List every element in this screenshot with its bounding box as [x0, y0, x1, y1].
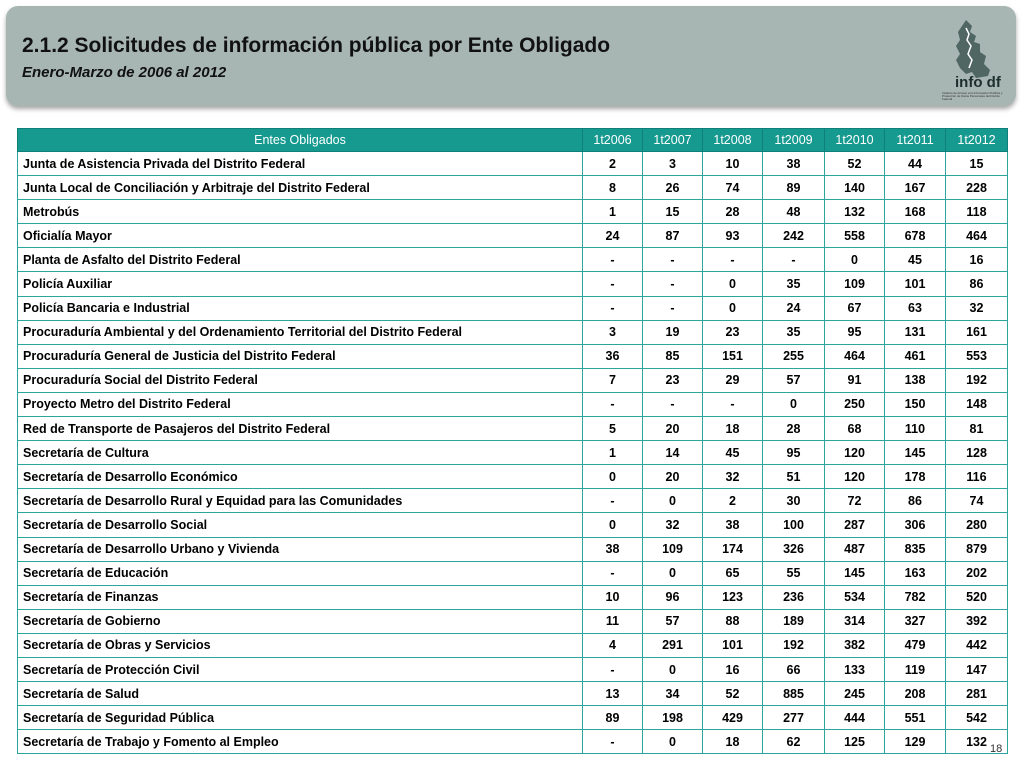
value-cell: 16 — [946, 248, 1008, 272]
value-cell: 228 — [946, 176, 1008, 200]
column-header: 1t2007 — [643, 129, 703, 152]
value-cell: 314 — [825, 609, 885, 633]
value-cell: 125 — [825, 730, 885, 754]
entity-name-cell: Red de Transporte de Pasajeros del Distrito Federal — [18, 417, 583, 441]
value-cell: 51 — [763, 465, 825, 489]
table-row — [18, 537, 1008, 561]
entity-name-cell: Secretaría de Cultura — [18, 441, 583, 465]
value-cell: 291 — [643, 633, 703, 657]
value-cell: 38 — [703, 513, 763, 537]
value-cell: 327 — [885, 609, 946, 633]
value-cell: 89 — [583, 706, 643, 730]
value-cell: 68 — [825, 417, 885, 441]
value-cell: 133 — [825, 657, 885, 681]
table-row — [18, 248, 1008, 272]
value-cell: 8 — [583, 176, 643, 200]
table-row — [18, 489, 1008, 513]
value-cell: 678 — [885, 224, 946, 248]
table-row — [18, 730, 1008, 754]
value-cell: 1 — [583, 200, 643, 224]
entity-name-cell: Policía Bancaria e Industrial — [18, 296, 583, 320]
value-cell: 101 — [703, 633, 763, 657]
table-row — [18, 368, 1008, 392]
value-cell: - — [703, 248, 763, 272]
value-cell: 34 — [643, 682, 703, 706]
value-cell: 89 — [763, 176, 825, 200]
value-cell: 120 — [825, 441, 885, 465]
value-cell: - — [583, 730, 643, 754]
value-cell: 38 — [763, 152, 825, 176]
value-cell: 242 — [763, 224, 825, 248]
entity-name-cell: Procuraduría Social del Distrito Federal — [18, 368, 583, 392]
entity-name-cell: Secretaría de Gobierno — [18, 609, 583, 633]
value-cell: 198 — [643, 706, 703, 730]
value-cell: 74 — [703, 176, 763, 200]
value-cell: 487 — [825, 537, 885, 561]
value-cell: 885 — [763, 682, 825, 706]
logo-subtext: Instituto de Acceso a la Información Pública y Protección de Datos Personales del Distrito Federal — [942, 91, 1003, 101]
value-cell: - — [643, 296, 703, 320]
value-cell: 189 — [763, 609, 825, 633]
table-row — [18, 392, 1008, 416]
value-cell: 553 — [946, 344, 1008, 368]
value-cell: 551 — [885, 706, 946, 730]
column-header: 1t2011 — [885, 129, 946, 152]
value-cell: - — [583, 561, 643, 585]
requests-table — [17, 128, 1008, 754]
value-cell: 109 — [643, 537, 703, 561]
entity-name-cell: Secretaría de Obras y Servicios — [18, 633, 583, 657]
value-cell: 52 — [703, 682, 763, 706]
value-cell: 326 — [763, 537, 825, 561]
value-cell: 87 — [643, 224, 703, 248]
entity-name-cell: Policía Auxiliar — [18, 272, 583, 296]
value-cell: 26 — [643, 176, 703, 200]
value-cell: 20 — [643, 417, 703, 441]
entity-name-cell: Procuraduría General de Justicia del Distrito Federal — [18, 344, 583, 368]
column-header: 1t2010 — [825, 129, 885, 152]
value-cell: 444 — [825, 706, 885, 730]
value-cell: 132 — [825, 200, 885, 224]
value-cell: 118 — [946, 200, 1008, 224]
value-cell: 65 — [703, 561, 763, 585]
value-cell: 23 — [703, 320, 763, 344]
value-cell: 0 — [583, 513, 643, 537]
table-row — [18, 513, 1008, 537]
value-cell: 0 — [703, 296, 763, 320]
value-cell: 392 — [946, 609, 1008, 633]
value-cell: 119 — [885, 657, 946, 681]
table-row — [18, 561, 1008, 585]
value-cell: 74 — [946, 489, 1008, 513]
value-cell: - — [643, 392, 703, 416]
entity-name-cell: Junta de Asistencia Privada del Distrito Federal — [18, 152, 583, 176]
table-row — [18, 152, 1008, 176]
value-cell: 66 — [763, 657, 825, 681]
column-header: Entes Obligados — [18, 129, 583, 152]
entity-name-cell: Secretaría de Desarrollo Económico — [18, 465, 583, 489]
value-cell: 0 — [643, 489, 703, 513]
value-cell: 479 — [885, 633, 946, 657]
value-cell: 178 — [885, 465, 946, 489]
value-cell: 18 — [703, 730, 763, 754]
value-cell: 782 — [885, 585, 946, 609]
value-cell: 45 — [703, 441, 763, 465]
value-cell: 116 — [946, 465, 1008, 489]
column-header: 1t2009 — [763, 129, 825, 152]
value-cell: 38 — [583, 537, 643, 561]
value-cell: 464 — [825, 344, 885, 368]
value-cell: 129 — [885, 730, 946, 754]
table-row — [18, 272, 1008, 296]
value-cell: - — [583, 392, 643, 416]
value-cell: 23 — [643, 368, 703, 392]
entity-name-cell: Metrobús — [18, 200, 583, 224]
value-cell: 145 — [885, 441, 946, 465]
value-cell: 18 — [703, 417, 763, 441]
value-cell: 138 — [885, 368, 946, 392]
entity-name-cell: Secretaría de Educación — [18, 561, 583, 585]
value-cell: 163 — [885, 561, 946, 585]
table-row — [18, 585, 1008, 609]
value-cell: 145 — [825, 561, 885, 585]
value-cell: 382 — [825, 633, 885, 657]
value-cell: 19 — [643, 320, 703, 344]
value-cell: - — [703, 392, 763, 416]
value-cell: 45 — [885, 248, 946, 272]
value-cell: 835 — [885, 537, 946, 561]
value-cell: 110 — [885, 417, 946, 441]
value-cell: 14 — [643, 441, 703, 465]
value-cell: 281 — [946, 682, 1008, 706]
value-cell: 0 — [643, 730, 703, 754]
value-cell: 558 — [825, 224, 885, 248]
value-cell: 123 — [703, 585, 763, 609]
value-cell: 0 — [643, 561, 703, 585]
value-cell: - — [583, 296, 643, 320]
entity-name-cell: Secretaría de Seguridad Pública — [18, 706, 583, 730]
value-cell: 202 — [946, 561, 1008, 585]
value-cell: 35 — [763, 320, 825, 344]
value-cell: - — [583, 657, 643, 681]
value-cell: 0 — [703, 272, 763, 296]
value-cell: - — [643, 248, 703, 272]
value-cell: 464 — [946, 224, 1008, 248]
value-cell: 534 — [825, 585, 885, 609]
value-cell: - — [583, 489, 643, 513]
value-cell: 140 — [825, 176, 885, 200]
value-cell: 250 — [825, 392, 885, 416]
value-cell: 520 — [946, 585, 1008, 609]
value-cell: 36 — [583, 344, 643, 368]
value-cell: 20 — [643, 465, 703, 489]
value-cell: 161 — [946, 320, 1008, 344]
value-cell: - — [643, 272, 703, 296]
entity-name-cell: Secretaría de Salud — [18, 682, 583, 706]
table-body — [18, 152, 1008, 754]
value-cell: 24 — [763, 296, 825, 320]
value-cell: 280 — [946, 513, 1008, 537]
value-cell: 32 — [946, 296, 1008, 320]
table-row — [18, 200, 1008, 224]
value-cell: 287 — [825, 513, 885, 537]
table-header-row — [18, 129, 1008, 152]
entity-name-cell: Proyecto Metro del Distrito Federal — [18, 392, 583, 416]
column-header: 1t2006 — [583, 129, 643, 152]
value-cell: 44 — [885, 152, 946, 176]
value-cell: 29 — [703, 368, 763, 392]
table-row — [18, 682, 1008, 706]
value-cell: 150 — [885, 392, 946, 416]
value-cell: 48 — [763, 200, 825, 224]
value-cell: 62 — [763, 730, 825, 754]
value-cell: 100 — [763, 513, 825, 537]
value-cell: 11 — [583, 609, 643, 633]
table-row — [18, 465, 1008, 489]
table-row — [18, 633, 1008, 657]
column-header: 1t2012 — [946, 129, 1008, 152]
value-cell: 151 — [703, 344, 763, 368]
table-row — [18, 706, 1008, 730]
value-cell: - — [763, 248, 825, 272]
value-cell: 35 — [763, 272, 825, 296]
value-cell: 277 — [763, 706, 825, 730]
table-row — [18, 657, 1008, 681]
value-cell: 30 — [763, 489, 825, 513]
table-row — [18, 176, 1008, 200]
table-row — [18, 296, 1008, 320]
value-cell: 3 — [643, 152, 703, 176]
value-cell: 28 — [703, 200, 763, 224]
value-cell: 1 — [583, 441, 643, 465]
value-cell: 15 — [946, 152, 1008, 176]
value-cell: 147 — [946, 657, 1008, 681]
value-cell: 28 — [763, 417, 825, 441]
column-header: 1t2008 — [703, 129, 763, 152]
value-cell: 167 — [885, 176, 946, 200]
entity-name-cell: Oficialía Mayor — [18, 224, 583, 248]
value-cell: 0 — [825, 248, 885, 272]
table-row — [18, 417, 1008, 441]
value-cell: 24 — [583, 224, 643, 248]
page-number: 18 — [990, 743, 1003, 755]
value-cell: 542 — [946, 706, 1008, 730]
value-cell: 96 — [643, 585, 703, 609]
entity-name-cell: Secretaría de Desarrollo Urbano y Vivienda — [18, 537, 583, 561]
value-cell: 10 — [703, 152, 763, 176]
value-cell: 55 — [763, 561, 825, 585]
page-title: 2.1.2 Solicitudes de información pública por Ente Obligado — [22, 34, 611, 57]
value-cell: 32 — [703, 465, 763, 489]
value-cell: 208 — [885, 682, 946, 706]
table-row — [18, 441, 1008, 465]
value-cell: 57 — [643, 609, 703, 633]
value-cell: 16 — [703, 657, 763, 681]
value-cell: 132 — [946, 730, 1008, 754]
value-cell: 67 — [825, 296, 885, 320]
table-row — [18, 320, 1008, 344]
value-cell: 128 — [946, 441, 1008, 465]
value-cell: 63 — [885, 296, 946, 320]
entity-name-cell: Secretaría de Trabajo y Fomento al Empleo — [18, 730, 583, 754]
value-cell: 86 — [946, 272, 1008, 296]
value-cell: 192 — [946, 368, 1008, 392]
logo-text: info df — [955, 74, 1001, 91]
value-cell: 148 — [946, 392, 1008, 416]
entity-name-cell: Secretaría de Protección Civil — [18, 657, 583, 681]
value-cell: 15 — [643, 200, 703, 224]
value-cell: 91 — [825, 368, 885, 392]
value-cell: 306 — [885, 513, 946, 537]
value-cell: 86 — [885, 489, 946, 513]
value-cell: 4 — [583, 633, 643, 657]
value-cell: - — [583, 248, 643, 272]
value-cell: 95 — [763, 441, 825, 465]
value-cell: 32 — [643, 513, 703, 537]
value-cell: 0 — [583, 465, 643, 489]
entity-name-cell: Planta de Asfalto del Distrito Federal — [18, 248, 583, 272]
entity-name-cell: Junta Local de Conciliación y Arbitraje del Distrito Federal — [18, 176, 583, 200]
value-cell: 429 — [703, 706, 763, 730]
value-cell: - — [583, 272, 643, 296]
value-cell: 10 — [583, 585, 643, 609]
table-row — [18, 224, 1008, 248]
value-cell: 81 — [946, 417, 1008, 441]
value-cell: 0 — [763, 392, 825, 416]
value-cell: 461 — [885, 344, 946, 368]
value-cell: 442 — [946, 633, 1008, 657]
value-cell: 72 — [825, 489, 885, 513]
value-cell: 88 — [703, 609, 763, 633]
value-cell: 85 — [643, 344, 703, 368]
table-row — [18, 609, 1008, 633]
value-cell: 13 — [583, 682, 643, 706]
table-row — [18, 344, 1008, 368]
value-cell: 168 — [885, 200, 946, 224]
page-subtitle: Enero-Marzo de 2006 al 2012 — [22, 64, 227, 81]
value-cell: 52 — [825, 152, 885, 176]
entity-name-cell: Secretaría de Desarrollo Rural y Equidad para las Comunidades — [18, 489, 583, 513]
value-cell: 879 — [946, 537, 1008, 561]
value-cell: 245 — [825, 682, 885, 706]
value-cell: 255 — [763, 344, 825, 368]
value-cell: 0 — [643, 657, 703, 681]
value-cell: 236 — [763, 585, 825, 609]
value-cell: 120 — [825, 465, 885, 489]
entity-name-cell: Procuraduría Ambiental y del Ordenamiento Territorial del Distrito Federal — [18, 320, 583, 344]
value-cell: 101 — [885, 272, 946, 296]
value-cell: 3 — [583, 320, 643, 344]
value-cell: 2 — [703, 489, 763, 513]
entity-name-cell: Secretaría de Desarrollo Social — [18, 513, 583, 537]
value-cell: 93 — [703, 224, 763, 248]
value-cell: 57 — [763, 368, 825, 392]
entity-name-cell: Secretaría de Finanzas — [18, 585, 583, 609]
value-cell: 2 — [583, 152, 643, 176]
value-cell: 131 — [885, 320, 946, 344]
value-cell: 174 — [703, 537, 763, 561]
value-cell: 95 — [825, 320, 885, 344]
value-cell: 7 — [583, 368, 643, 392]
value-cell: 5 — [583, 417, 643, 441]
value-cell: 109 — [825, 272, 885, 296]
value-cell: 192 — [763, 633, 825, 657]
